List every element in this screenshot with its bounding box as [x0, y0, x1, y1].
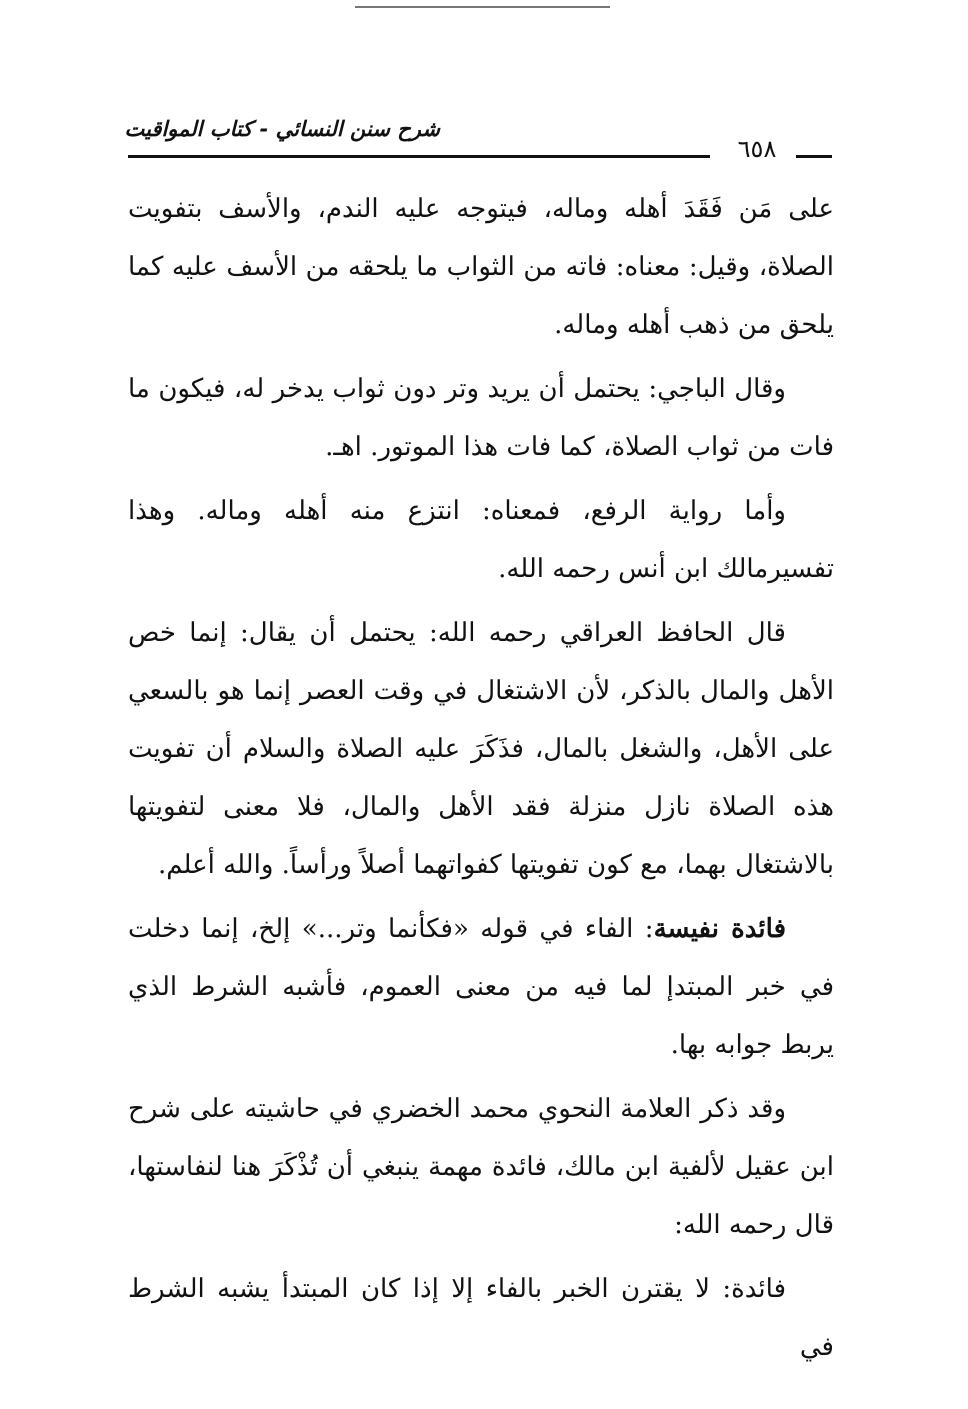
paragraph-text: فائدة: لا يقترن الخبر بالفاء إلا إذا كان المبتدأ يشبه الشرط في	[128, 1274, 834, 1362]
paragraph-1	[128, 180, 834, 354]
header-rule	[128, 155, 710, 158]
paragraph-3	[128, 482, 834, 598]
paragraph-4	[128, 604, 834, 894]
running-header: شرح سنن النسائي - كتاب المواقيت	[124, 117, 440, 141]
paragraph-text: قال الحافظ العراقي رحمه الله: يحتمل أن يقال: إنما خص الأهل والمال بالذكر، لأن الاشتغال في وقت العصر إنما هو بالسعي على الأهل، والشغل بالمال، فذَكَرَ عليه الصلاة والسلام أن تفويت هذه الصلاة نازل منزلة فقد الأهل والمال، فلا معنى لتفويتها بالاشتغال بهما، مع كون تفويتها كفواتهما أصلاً ورأساً. والله أعلم.	[128, 618, 834, 880]
paragraph-5	[128, 900, 834, 1074]
paragraph-lead: فائدة نفيسة	[653, 914, 786, 944]
paragraph-text: : الفاء في قوله «فكأنما وتر...» إلخ، إنما دخلت في خبر المبتدإ لما فيه من معنى العموم، فأشبه الشرط الذي يربط جوابه بها.	[128, 914, 834, 1060]
paragraph-2	[128, 360, 834, 476]
page-number-rule	[796, 155, 832, 158]
paragraph-text: وقد ذكر العلامة النحوي محمد الخضري في حاشيته على شرح ابن عقيل لألفية ابن مالك، فائدة مهمة ينبغي أن تُذْكَرَ هنا لنفاستها، قال رحمه الله:	[128, 1094, 834, 1240]
top-edge-rule	[355, 6, 610, 8]
paragraph-text: على مَن فَقَدَ أهله وماله، فيتوجه عليه الندم، والأسف بتفويت الصلاة، وقيل: معناه: فاته من الثواب ما يلحقه من الأسف عليه كما يلحق من ذهب أهله وماله.	[128, 194, 834, 340]
paragraph-6	[128, 1080, 834, 1254]
paragraph-7	[128, 1260, 834, 1376]
paragraph-text: وأما رواية الرفع، فمعناه: انتزع منه أهله وماله. وهذا تفسيرمالك ابن أنس رحمه الله.	[128, 496, 834, 584]
page-number: ٦٥٨	[737, 135, 777, 163]
paragraph-text: وقال الباجي: يحتمل أن يريد وتر دون ثواب يدخر له، فيكون ما فات من ثواب الصلاة، كما فات هذا الموتور. اهـ.	[128, 374, 834, 462]
body-text	[128, 180, 834, 1382]
